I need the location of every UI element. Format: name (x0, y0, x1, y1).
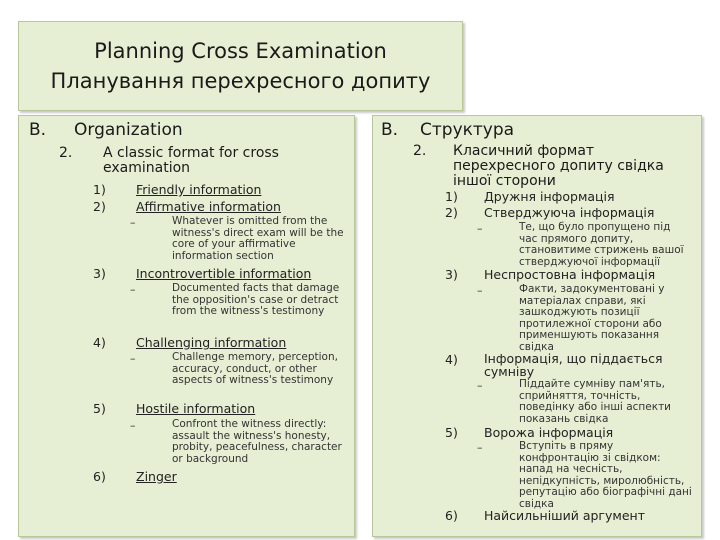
list-number: 4) (445, 352, 458, 367)
list-number: 1) (93, 182, 106, 197)
section-title: Organization (74, 120, 183, 140)
list-number: 6) (93, 469, 106, 484)
list-number: 5) (93, 401, 106, 416)
list-number: 1) (445, 189, 458, 204)
dash-bullet: – (477, 284, 483, 297)
ukrainian-outline-panel (372, 115, 702, 537)
list-item-zinger: Zinger (136, 469, 177, 484)
list-item-incontrovertible: Incontrovertible information (136, 266, 312, 281)
list-item-hostile: Ворожа інформація (484, 425, 614, 440)
sub-point: Факти, задокументовані у матеріалах справи, які зашкоджують позиції протилежної сторони або применшують показання свідка (519, 283, 665, 353)
list-item-friendly: Friendly information (136, 182, 262, 197)
sub-point: Вступіть в пряму конфронтацію зі свідком: напад на чесність, непідкупність, миролюбність, репутацію або біографічні дані свідка (519, 440, 692, 510)
dash-bullet: – (130, 283, 136, 296)
section-title: Структура (420, 120, 515, 140)
sub-point: Challenge memory, perception, accuracy, conduct, or other aspects of witness's testimony (172, 351, 338, 386)
list-number: 6) (445, 508, 458, 523)
dash-bullet: – (130, 216, 136, 229)
sub-point: Піддайте сумніву пам'ять, сприйняття, точність, поведінку або інші аспекти показань свідка (519, 378, 672, 425)
sub-point: Те, що було пропущено під час прямого допиту, становитиме стрижень вашої стверджуючої інформації (519, 221, 684, 268)
item-text: A classic format for cross examination (103, 145, 279, 176)
list-item-challenging: Інформація, що піддається сумніву (484, 351, 663, 379)
list-number: 2) (93, 199, 106, 214)
sub-point: Documented facts that damage the opposition's case or detract from the witness's testimony (172, 282, 340, 317)
list-item-friendly: Дружня інформація (484, 189, 615, 204)
list-number: 5) (445, 425, 458, 440)
title-ukrainian: Планування перехресного допиту (50, 69, 431, 93)
list-item-affirmative: Affirmative information (136, 199, 281, 214)
list-item-incontrovertible: Неспростовна інформація (484, 267, 656, 282)
list-number: 3) (445, 267, 458, 282)
list-item-affirmative: Стверджуюча інформація (484, 205, 655, 220)
list-number: 3) (93, 266, 106, 281)
list-item-hostile: Hostile information (136, 401, 256, 416)
list-item-strongest-argument: Найсильніший аргумент (484, 508, 645, 523)
item-number: 2. (59, 145, 73, 161)
dash-bullet: – (477, 379, 483, 392)
section-letter: В. (381, 120, 399, 140)
dash-bullet: – (477, 222, 483, 235)
section-letter: B. (29, 120, 47, 140)
item-number: 2. (413, 143, 427, 159)
sub-point: Whatever is omitted from the witness's direct exam will be the core of your affirmative information section (172, 215, 344, 262)
dash-bullet: – (130, 352, 136, 365)
sub-point: Confront the witness directly: assault the witness's honesty, probity, peacefulness, character or background (172, 418, 342, 465)
dash-bullet: – (130, 419, 136, 432)
title-english: Planning Cross Examination (94, 39, 387, 63)
list-number: 4) (93, 335, 106, 350)
english-outline-panel (18, 115, 355, 537)
list-item-challenging: Challenging information (136, 335, 287, 350)
dash-bullet: – (477, 441, 483, 454)
list-number: 2) (445, 205, 458, 220)
slide-title-box (18, 21, 463, 111)
item-text: Класичний формат перехресного допиту свідка іншої сторони (453, 143, 664, 189)
